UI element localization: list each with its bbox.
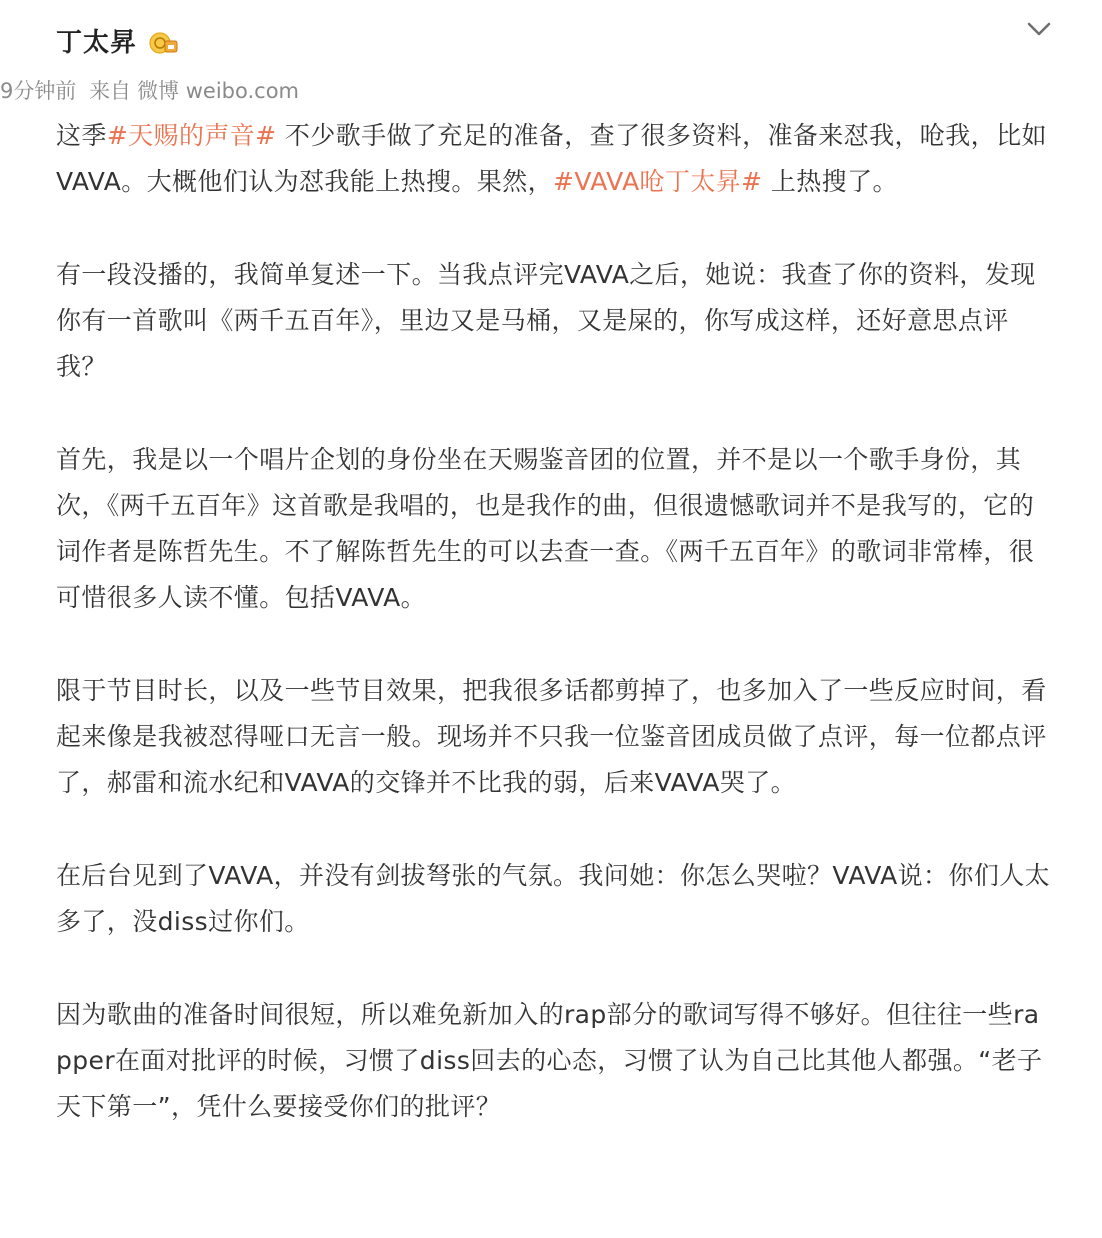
paragraph-1-text-b: 不少歌手做了充足的准备，查了很多资料，准备来怼我，呛我，比如VAVA。大概他们认为怼我能上热搜。果然， (56, 121, 1047, 196)
paragraph-6: 因为歌曲的准备时间很短，所以难免新加入的rap部分的歌词写得不够好。但往往一些rapper在面对批评的时候，习惯了diss回去的心态，习惯了认为自己比其他人都强。“老子天下第一”，凭什么要接受你们的批评？ (56, 1000, 1043, 1121)
post-content (56, 113, 1054, 1177)
paragraph-3: 首先，我是以一个唱片企划的身份坐在天赐鉴音团的位置，并不是以一个歌手身份，其次，《两千五百年》这首歌是我唱的，也是我作的曲，但很遗憾歌词并不是我写的，它的词作者是陈哲先生。不了解陈哲先生的可以去查一查。《两千五百年》的歌词非常棒，很可惜很多人读不懂。包括VAVA。 (56, 445, 1035, 612)
paragraph-4: 限于节目时长，以及一些节目效果，把我很多话都剪掉了，也多加入了一些反应时间，看起来像是我被怼得哑口无言一般。现场并不只我一位鉴音团成员做了点评，每一位都点评了，郝雷和流水纪和VAVA的交锋并不比我的弱，后来VAVA哭了。 (56, 676, 1047, 797)
paragraph-1-text-c: 上热搜了。 (762, 167, 898, 196)
paragraph-2: 有一段没播的，我简单复述一下。当我点评完VAVA之后，她说：我查了你的资料，发现你有一首歌叫《两千五百年》，里边又是马桶，又是屎的，你写成这样，还好意思点评我？ (56, 260, 1036, 381)
post-header (56, 0, 1054, 70)
post-meta (0, 78, 305, 104)
source-prefix: 来自 (89, 79, 132, 103)
post-time[interactable]: 9分钟前 (0, 79, 77, 103)
paragraph-5: 在后台见到了VAVA，并没有剑拔弩张的气氛。我问她：你怎么哭啦？VAVA说：你们人太多了，没diss过你们。 (56, 861, 1051, 936)
vip-badge-icon (149, 30, 179, 56)
author-row (56, 27, 179, 59)
hashtag-tianci[interactable]: #天赐的声音# (106, 121, 277, 150)
hashtag-vava[interactable]: #VAVA呛丁太昇# (553, 167, 763, 196)
paragraph-1-text-a: 这季 (56, 121, 107, 150)
paragraph-1 (56, 113, 1054, 205)
author-name[interactable]: 丁太昇 (56, 28, 138, 58)
post-source: 微博 weibo.com (137, 79, 300, 103)
chevron-down-icon[interactable] (1024, 14, 1054, 44)
